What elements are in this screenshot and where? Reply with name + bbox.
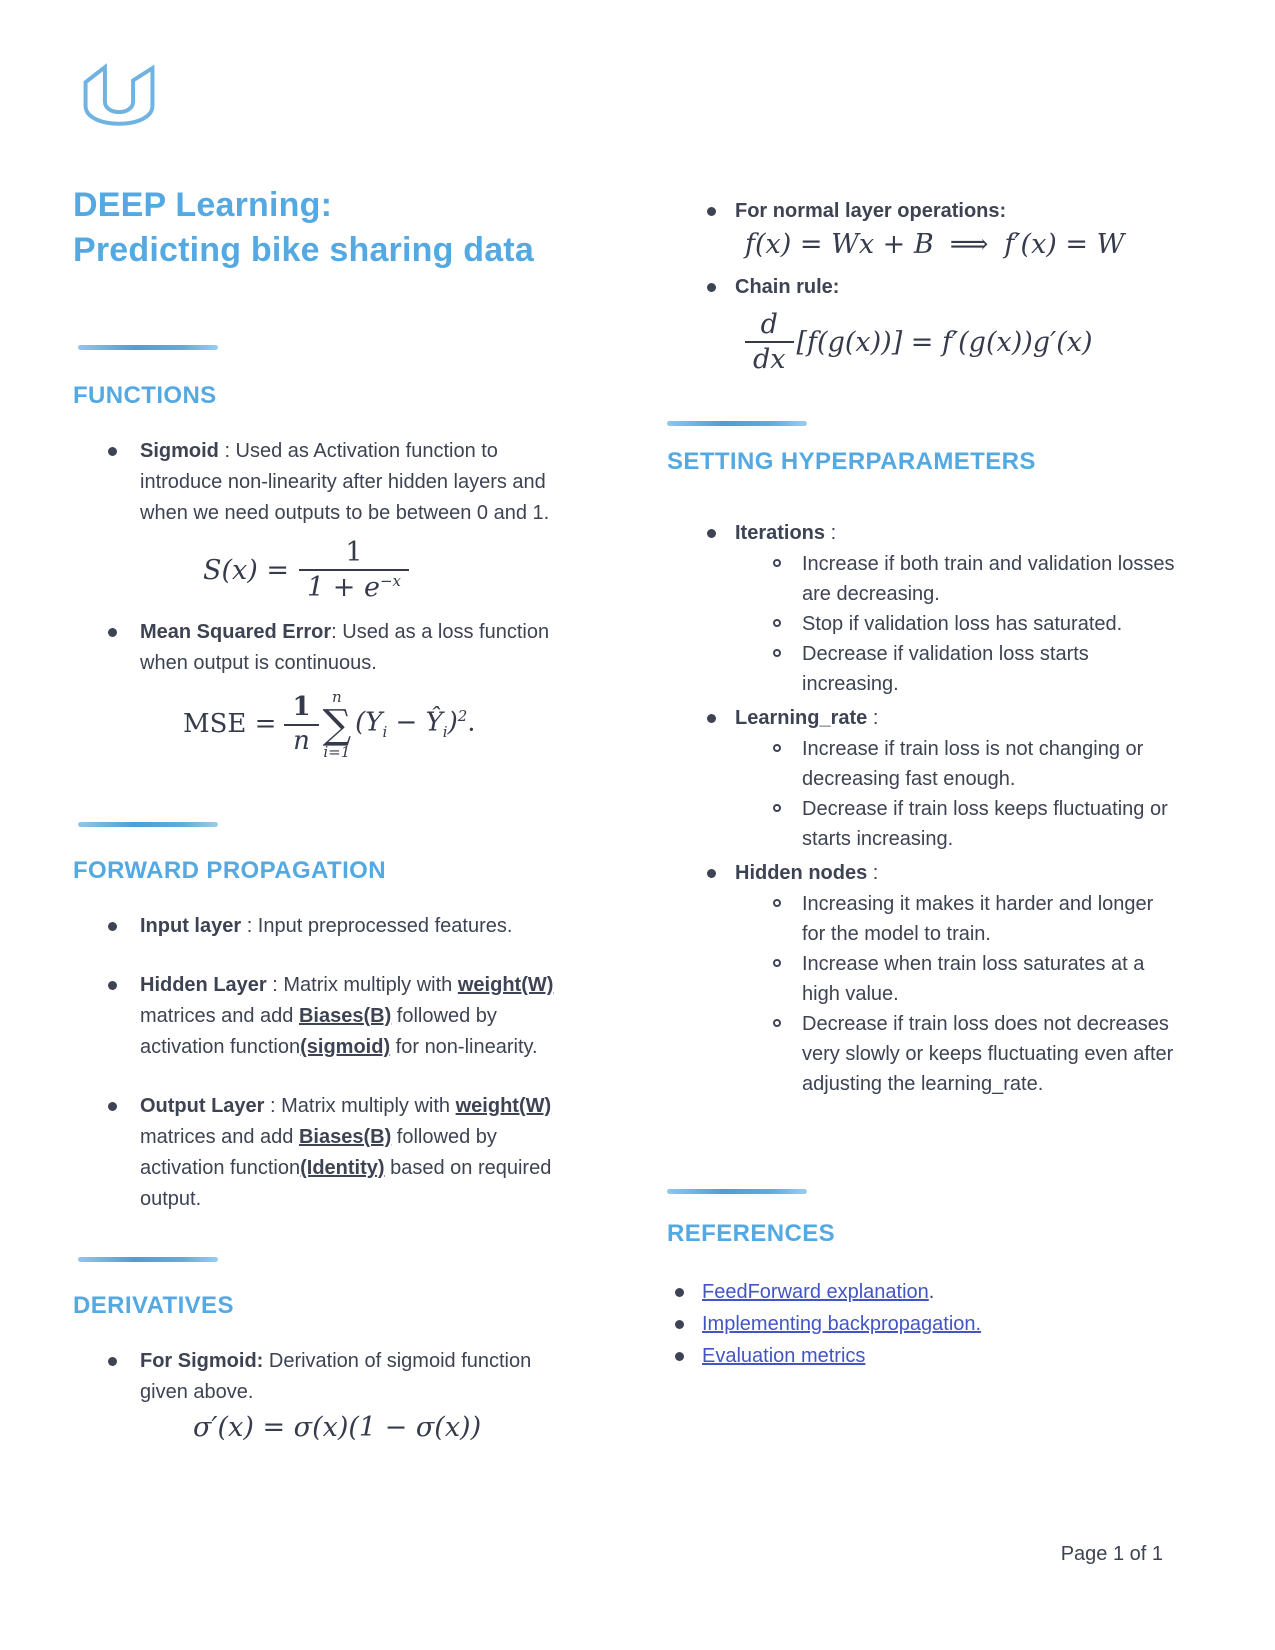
- mse-sum-upper: n: [332, 688, 342, 707]
- sigmoid-derivative-expression: σ′(x) = σ(x)(1 − σ(x)): [193, 1412, 482, 1444]
- normal-layer-ops-formula: [745, 229, 1182, 260]
- mse-t2: −: [387, 707, 426, 738]
- output-layer-term: Output Layer: [140, 1095, 265, 1118]
- hidden-nodes-sub-1: Increasing it makes it harder and longer for the model to train.: [667, 889, 1182, 949]
- evaluation-metrics-link[interactable]: Evaluation metrics: [702, 1345, 866, 1368]
- sigmoid-formula: [203, 537, 578, 603]
- output-layer-text-3: followed by activation function: [140, 1126, 497, 1180]
- learning-rate-bullet: [667, 703, 1182, 734]
- normal-layer-ops-term: For normal layer operations:: [735, 200, 1007, 222]
- page-title-line2: Predicting bike sharing data: [73, 231, 534, 269]
- hidden-layer-text-3: followed by activation function: [140, 1005, 497, 1059]
- output-weight-label: weight(W): [455, 1095, 552, 1118]
- mse-bullet: [73, 617, 578, 679]
- section-divider: [78, 345, 218, 350]
- iterations-sep: :: [825, 522, 837, 545]
- implementing-backpropagation-link[interactable]: Implementing backpropagation.: [702, 1313, 982, 1336]
- section-divider: [78, 822, 218, 827]
- hidden-layer-bullet: [73, 970, 578, 1063]
- sigmoid-bullet: [73, 436, 578, 529]
- hidden-layer-text-1: : Matrix multiply with: [266, 974, 458, 997]
- hidden-nodes-sub-3: Decrease if train loss does not decreases very slowly or keeps fluctuating even after adjusting the learning_rate.: [667, 1009, 1182, 1099]
- forward-propagation-heading: FORWARD PROPAGATION: [73, 857, 386, 885]
- hidden-biases-label: Biases(B): [298, 1005, 392, 1028]
- output-layer-text-4: based on required output.: [140, 1157, 552, 1211]
- page-number: Page 1 of 1: [1060, 1543, 1163, 1565]
- for-sigmoid-term: For Sigmoid:: [140, 1350, 264, 1373]
- reference-item: [667, 1308, 1182, 1340]
- learning-rate-sub-2: Decrease if train loss keeps fluctuating or starts increasing.: [667, 794, 1182, 854]
- mse-text: : Used as a loss function when output is continuous.: [140, 621, 550, 675]
- mse-body: [355, 701, 475, 748]
- iterations-sub-2: Stop if validation loss has saturated.: [667, 609, 1182, 639]
- functions-heading: FUNCTIONS: [73, 382, 217, 409]
- normal-ops-lhs: f(x) = Wx + B: [745, 229, 934, 260]
- derivatives-heading: DERIVATIVES: [73, 1292, 234, 1320]
- mse-formula-lhs: MSE =: [183, 709, 277, 740]
- mse-frac-num: 1: [292, 691, 311, 722]
- iterations-bullet: [667, 518, 1182, 549]
- for-sigmoid-text: Derivation of sigmoid function given above.: [140, 1350, 532, 1404]
- for-sigmoid-bullet: [73, 1346, 578, 1408]
- learning-rate-sub-1: Increase if train loss is not changing or decreasing fast enough.: [667, 734, 1182, 794]
- mse-exp: 2: [457, 707, 468, 726]
- input-layer-text: : Input preprocessed features.: [241, 915, 513, 938]
- hidden-nodes-term: Hidden nodes: [735, 862, 868, 885]
- chain-rule-bullet: [667, 272, 1182, 303]
- learning-rate-term: Learning_rate: [735, 707, 868, 730]
- hidden-sigmoid-label: (sigmoid): [300, 1036, 391, 1059]
- mse-t1-sub: i: [382, 723, 388, 742]
- page-title: [73, 183, 578, 273]
- mse-dot: .: [467, 707, 476, 738]
- normal-layer-ops-bullet: [667, 196, 1182, 227]
- hyperparameters-heading: SETTING HYPERPARAMETERS: [667, 448, 1036, 476]
- mse-sum-sigma: ∑: [322, 701, 352, 748]
- sigmoid-term: Sigmoid: [140, 440, 219, 462]
- mse-formula: [183, 689, 578, 760]
- chain-rule-term: Chain rule:: [735, 276, 840, 298]
- output-layer-text-2: matrices and add: [140, 1126, 299, 1149]
- output-identity-label: (Identity): [300, 1157, 385, 1180]
- mse-frac-den: n: [284, 724, 318, 757]
- chain-rule-formula: [745, 309, 1182, 375]
- chain-expression: [f(g(x))] = f′(g(x))g′(x): [796, 326, 1093, 358]
- sigmoid-formula-num: 1: [345, 537, 363, 568]
- udacity-logo-icon: [75, 57, 163, 139]
- hidden-nodes-bullet: [667, 858, 1182, 889]
- output-biases-label: Biases(B): [298, 1126, 392, 1149]
- chain-frac-den: dx: [745, 341, 794, 375]
- iterations-term: Iterations: [735, 522, 826, 545]
- feedforward-explanation-link[interactable]: FeedForward explanation: [702, 1281, 929, 1304]
- section-divider: [667, 421, 807, 426]
- output-layer-text-1: : Matrix multiply with: [264, 1095, 456, 1118]
- link-suffix: .: [928, 1281, 935, 1304]
- mse-term: Mean Squared Error: [140, 621, 332, 644]
- hidden-layer-term: Hidden Layer: [140, 974, 267, 997]
- reference-item: [667, 1340, 1182, 1372]
- input-layer-term: Input layer: [140, 915, 242, 938]
- learning-rate-sep: :: [867, 707, 879, 730]
- hidden-nodes-sep: :: [867, 862, 879, 885]
- hidden-nodes-sub-2: Increase when train loss saturates at a high value.: [667, 949, 1182, 1009]
- references-heading: REFERENCES: [667, 1220, 836, 1248]
- reference-item: [667, 1276, 1182, 1308]
- right-column: [667, 0, 1182, 1372]
- hidden-layer-text-4: for non-linearity.: [390, 1036, 538, 1059]
- sigmoid-text: : Used as Activation function to introduce non-linearity after hidden layers and when we need outputs to be between 0 and 1.: [140, 440, 550, 524]
- page-title-line1: DEEP Learning:: [73, 186, 333, 224]
- section-divider: [78, 1257, 218, 1262]
- mse-t1: (Y: [355, 707, 383, 738]
- hidden-layer-text-2: matrices and add: [140, 1005, 299, 1028]
- output-layer-bullet: [73, 1091, 578, 1215]
- sigmoid-formula-den: 1 + e: [307, 572, 380, 604]
- section-divider: [667, 1189, 807, 1194]
- chain-frac-num: d: [760, 309, 778, 340]
- mse-t4: ): [447, 707, 458, 738]
- mse-sum-lower: i=1: [323, 742, 351, 761]
- iterations-sub-3: Decrease if validation loss starts increasing.: [667, 639, 1182, 699]
- sigmoid-derivative-formula: [193, 1412, 578, 1443]
- input-layer-bullet: [73, 911, 578, 942]
- implies-arrow: ⟹: [949, 229, 989, 260]
- hidden-weight-label: weight(W): [457, 974, 554, 997]
- mse-t3-sub: i: [442, 723, 448, 742]
- iterations-sub-1: Increase if both train and validation losses are decreasing.: [667, 549, 1182, 609]
- left-column: [73, 0, 578, 1443]
- normal-ops-rhs: f′(x) = W: [1004, 229, 1125, 260]
- mse-t3: Ŷ: [425, 707, 443, 738]
- sigmoid-formula-lhs: S(x) =: [203, 554, 289, 586]
- sigmoid-formula-exp: −x: [379, 572, 401, 591]
